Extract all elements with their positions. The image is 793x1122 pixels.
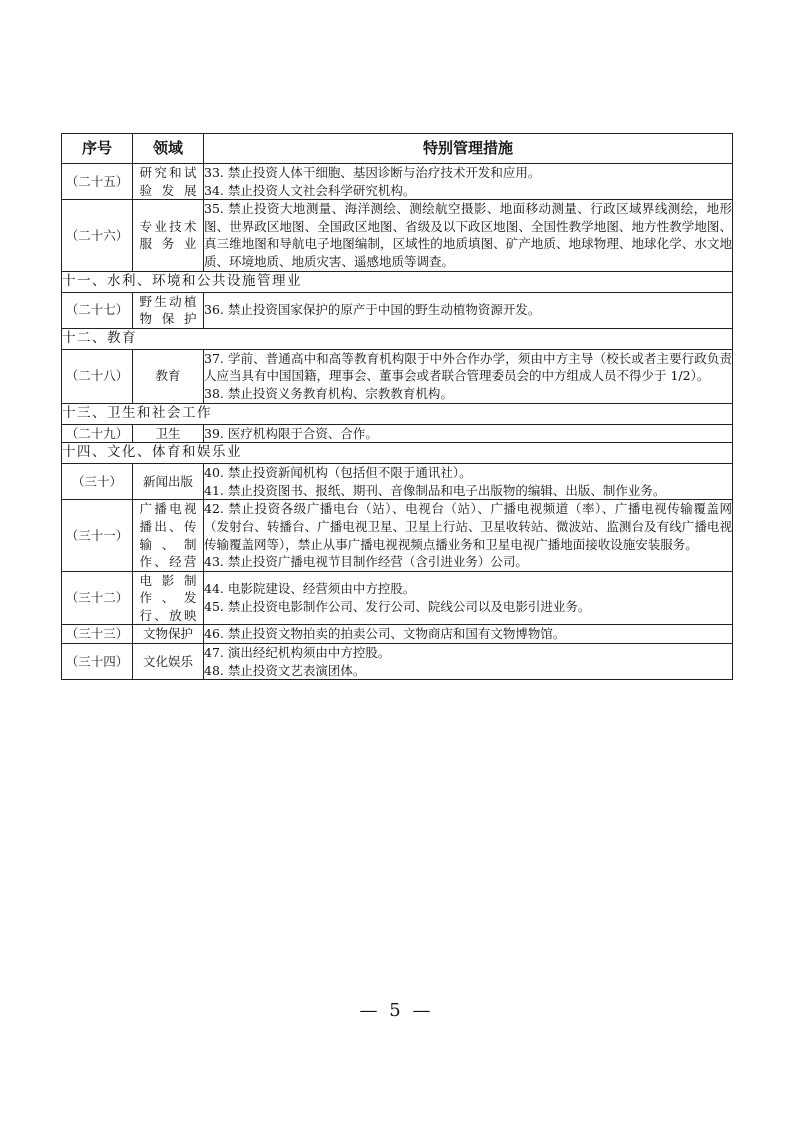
row-measures <box>204 349 733 403</box>
section-row <box>62 271 733 292</box>
measure-item: 40. 禁止投资新闻机构（包括但不限于通讯社）。 <box>204 465 472 481</box>
row-number: （二十五） <box>62 164 133 200</box>
measure-item: 44. 电影院建设、经营须由中方控股。 <box>204 581 416 597</box>
section-heading: 十三、卫生和社会工作 <box>62 403 733 424</box>
row-number: （二十八） <box>62 349 133 403</box>
section-row <box>62 403 733 424</box>
table-row <box>62 164 733 200</box>
row-measures <box>204 164 733 200</box>
measure-item: 46. 禁止投资文物拍卖的拍卖公司、文物商店和国有文物博物馆。 <box>204 626 566 642</box>
row-field: 文化娱乐 <box>133 644 204 680</box>
measure-item: 36. 禁止投资国家保护的原产于中国的野生动植物资源开发。 <box>204 302 541 318</box>
section-row <box>62 443 733 464</box>
table-header-row <box>62 134 733 164</box>
row-field: 广播电视 播出、传 输、制 作、经营 <box>133 500 204 571</box>
row-measures <box>204 625 733 644</box>
table-row <box>62 644 733 680</box>
measure-item: 48. 禁止投资文艺表演团体。 <box>204 662 366 678</box>
special-measures-table <box>61 133 733 680</box>
measure-item: 33. 禁止投资人体干细胞、基因诊断与治疗技术开发和应用。 <box>204 165 541 180</box>
section-heading: 十二、教育 <box>62 328 733 349</box>
measure-item: 42. 禁止投资各级广播电台（站）、电视台（站）、广播电视频道（率）、广播电视传输覆盖网（发射台、转播台、广播电视卫星、卫星上行站、卫星收转站、微波站、监测台及有线广播电视传输覆盖网等），禁止从事广播电视视频点播业务和卫星电视广播地面接收设施安装服务。 <box>204 501 732 552</box>
header-measures: 特别管理措施 <box>204 134 733 164</box>
row-measures <box>204 644 733 680</box>
page-number: — 5 — <box>359 1000 434 1021</box>
row-field: 教育 <box>133 349 204 403</box>
measure-item: 39. 医疗机构限于合资、合作。 <box>204 425 378 441</box>
row-measures <box>204 292 733 328</box>
row-field: 电影制 作、发 行、放映 <box>133 571 204 625</box>
row-number: （三十） <box>62 464 133 500</box>
table-row <box>62 464 733 500</box>
row-number: （三十三） <box>62 625 133 644</box>
row-measures <box>204 200 733 271</box>
measure-item: 41. 禁止投资图书、报纸、期刊、音像制品和电子出版物的编辑、出版、制作业务。 <box>204 482 666 498</box>
row-number: （二十九） <box>62 424 133 443</box>
table-row <box>62 424 733 443</box>
row-field: 研究和试 验发展 <box>133 164 204 200</box>
measure-item: 47. 演出经纪机构须由中方控股。 <box>204 645 391 661</box>
table-row <box>62 200 733 271</box>
row-field: 专业技术 服务业 <box>133 200 204 271</box>
row-number: （二十六） <box>62 200 133 271</box>
measure-item: 34. 禁止投资人文社会科学研究机构。 <box>204 182 416 198</box>
header-no: 序号 <box>62 134 133 164</box>
row-field: 野生动植 物保护 <box>133 292 204 328</box>
row-measures <box>204 424 733 443</box>
section-heading: 十四、文化、体育和娱乐业 <box>62 443 733 464</box>
row-field: 新闻出版 <box>133 464 204 500</box>
row-measures <box>204 571 733 625</box>
row-field: 卫生 <box>133 424 204 443</box>
table-row <box>62 571 733 625</box>
row-measures <box>204 500 733 571</box>
section-heading: 十一、水利、环境和公共设施管理业 <box>62 271 733 292</box>
measure-item: 45. 禁止投资电影制作公司、发行公司、院线公司以及电影引进业务。 <box>204 599 591 615</box>
table-row <box>62 625 733 644</box>
table-row <box>62 349 733 403</box>
table-row <box>62 500 733 571</box>
row-number: （三十二） <box>62 571 133 625</box>
measure-item: 37. 学前、普通高中和高等教育机构限于中外合作办学，须由中方主导（校长或者主要行政负责人应当具有中国国籍，理事会、董事会或者联合管理委员会的中方组成人员不得少于 1/2）。 <box>204 350 732 384</box>
row-number: （二十七） <box>62 292 133 328</box>
row-field: 文物保护 <box>133 625 204 644</box>
row-number: （三十四） <box>62 644 133 680</box>
header-field: 领域 <box>133 134 204 164</box>
measure-item: 35. 禁止投资大地测量、海洋测绘、测绘航空摄影、地面移动测量、行政区域界线测绘，地形图、世界政区地图、全国政区地图、省级及以下政区地图、全国性教学地图、地方性教学地图、真三维地图和导航电子地图编制，区域性的地质填图、矿产地质、地球物理、地球化学、水文地质、环境地质、地质灾害、遥感地质等调查。 <box>204 201 732 269</box>
measure-item: 43. 禁止投资广播电视节目制作经营（含引进业务）公司。 <box>204 554 528 570</box>
measure-item: 38. 禁止投资义务教育机构、宗教教育机构。 <box>204 385 453 401</box>
section-row <box>62 328 733 349</box>
row-measures <box>204 464 733 500</box>
row-number: （三十一） <box>62 500 133 571</box>
table-row <box>62 292 733 328</box>
